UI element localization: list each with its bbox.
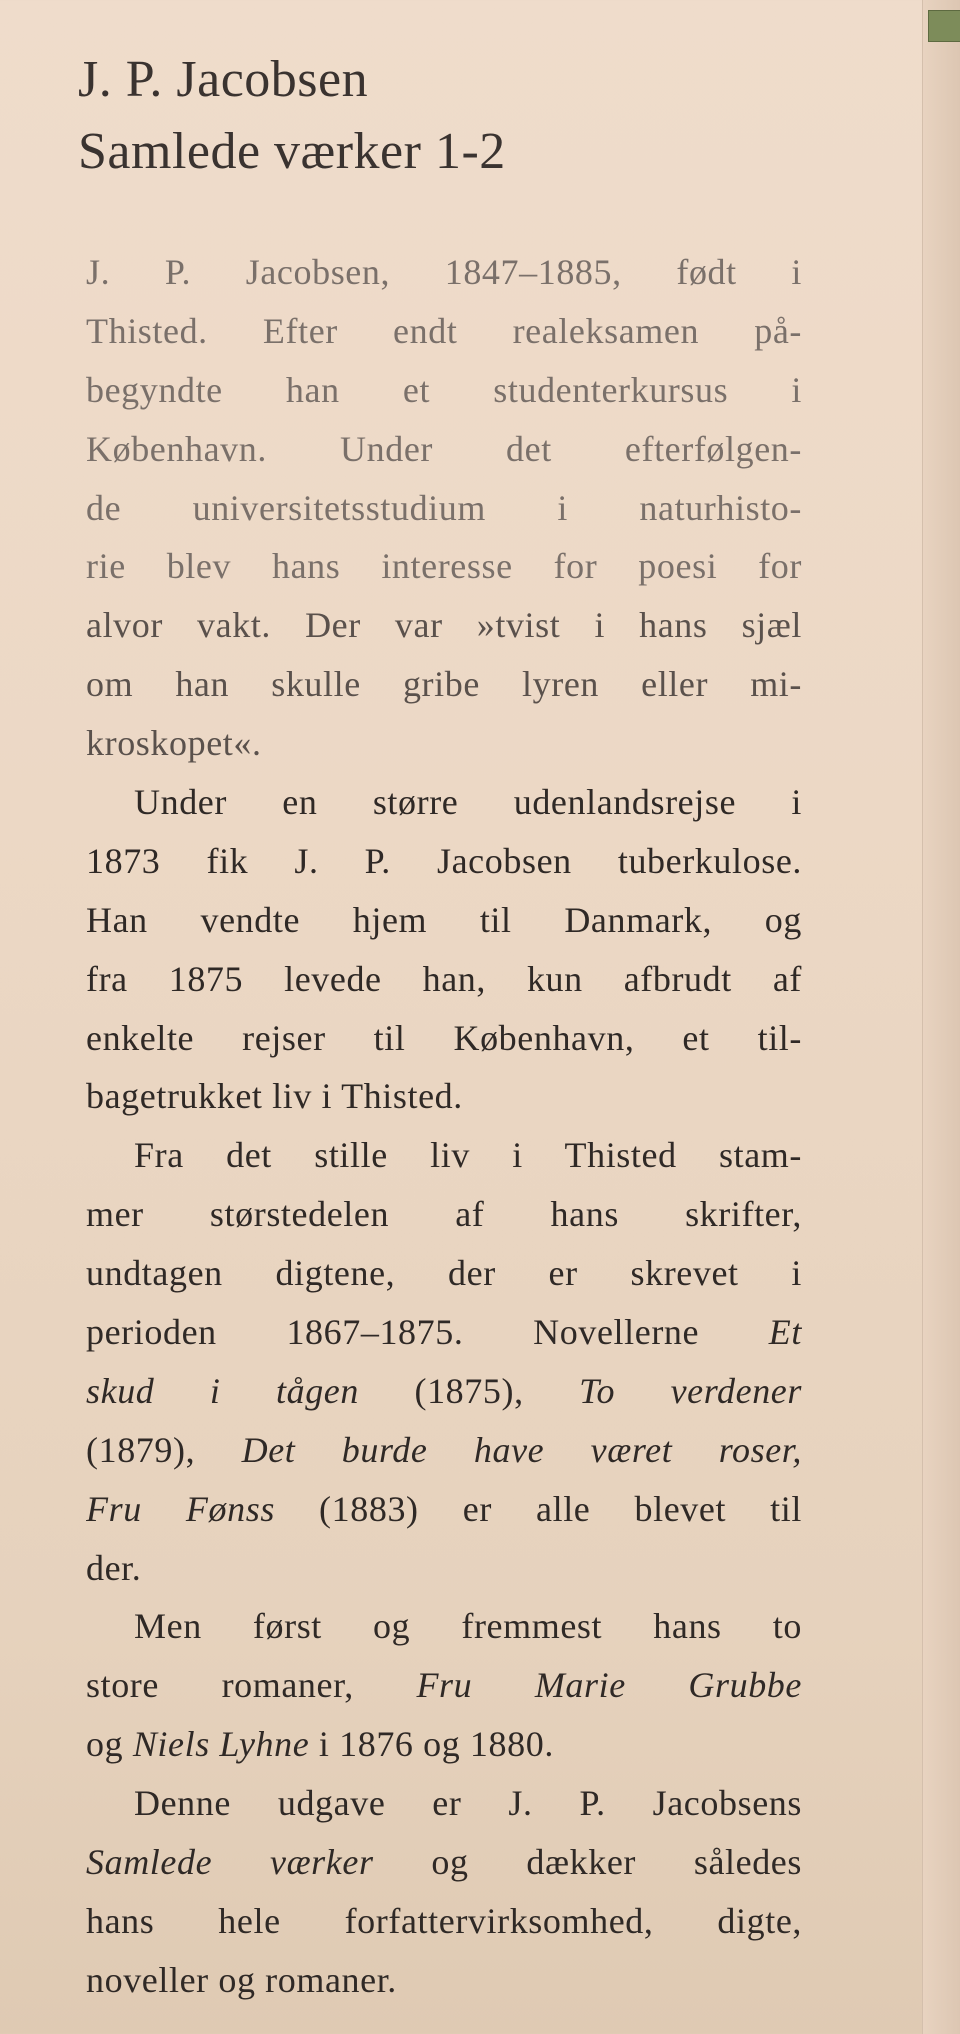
italic-title-text: Et (768, 1312, 802, 1353)
text-segment: bagetrukket liv i Thisted. (86, 1076, 463, 1117)
blurb-text (86, 243, 802, 2010)
collection-title: Samlede værker 1-2 (78, 123, 506, 180)
text-segment: 1873 fik J. P. Jacobsen tuberkulose. (86, 840, 802, 881)
text-line (86, 1421, 802, 1480)
text-line (86, 773, 802, 832)
text-segment: fra 1875 levede han, kun afbrudt af (86, 958, 802, 999)
book-spine-edge (922, 0, 960, 2034)
text-segment: perioden 1867–1875. Novellerne (86, 1312, 769, 1353)
italic-title-text: Det burde have været roser, (241, 1429, 802, 1470)
paragraph (86, 1126, 802, 1597)
text-line (86, 1126, 802, 1185)
italic-title-text: To verdener (579, 1370, 802, 1411)
text-segment: og (86, 1724, 133, 1765)
text-line (86, 714, 802, 773)
italic-title-text: Fru Marie Grubbe (416, 1665, 802, 1706)
text-segment: Han vendte hjem til Danmark, og (86, 899, 802, 940)
text-line (86, 1067, 802, 1126)
italic-title-text: Fru Fønss (86, 1488, 275, 1529)
paragraph (86, 773, 802, 1126)
text-line (86, 891, 802, 950)
text-segment: enkelte rejser til København, et til- (86, 1017, 802, 1058)
text-segment: begyndte han et studenterkursus i (86, 369, 802, 410)
text-segment: København. Under det efterfølgen- (86, 428, 802, 469)
text-line (86, 655, 802, 714)
italic-title-text: Samlede værker (86, 1842, 374, 1883)
text-line (86, 1833, 802, 1892)
text-segment: om han skulle gribe lyren eller mi- (86, 664, 802, 705)
text-line (86, 361, 802, 420)
text-line (86, 596, 802, 655)
text-segment: Under en større udenlandsrejse i (134, 782, 802, 823)
text-segment: mer størstedelen af hans skrifter, (86, 1194, 802, 1235)
text-segment: undtagen digtene, der er skrevet i (86, 1253, 802, 1294)
text-segment: J. P. Jacobsen, 1847–1885, født i (86, 252, 802, 292)
text-segment: Denne udgave er J. P. Jacobsens (134, 1783, 802, 1824)
paragraph (86, 243, 802, 773)
paragraph (86, 1597, 802, 1774)
text-line (86, 537, 802, 596)
text-line (86, 1715, 802, 1774)
italic-title-text: Niels Lyhne (132, 1724, 310, 1765)
text-line (86, 1480, 802, 1539)
text-segment: hans hele forfattervirksomhed, digte, (86, 1900, 802, 1941)
text-line (86, 1009, 802, 1068)
text-line (86, 302, 802, 361)
text-segment: og dækker således (373, 1842, 802, 1883)
author-name: J. P. Jacobsen (78, 51, 369, 108)
text-segment: kroskopet«. (86, 723, 262, 764)
text-segment: Men først og fremmest hans to (134, 1606, 802, 1647)
text-line (86, 1539, 802, 1598)
green-cover-corner (928, 10, 960, 42)
text-line (86, 1774, 802, 1833)
text-line (86, 950, 802, 1009)
text-line (86, 243, 802, 302)
text-line (86, 1303, 802, 1362)
text-segment: Thisted. Efter endt realeksamen på- (86, 310, 802, 351)
text-line (86, 1951, 802, 2010)
text-segment: (1883) er alle blevet til (274, 1488, 802, 1529)
text-segment: der. (86, 1547, 142, 1588)
text-segment: rie blev hans interesse for poesi for (86, 546, 802, 587)
text-segment: noveller og romaner. (86, 1959, 397, 2000)
text-segment: de universitetsstudium i naturhisto- (86, 487, 802, 528)
text-line (86, 420, 802, 479)
text-line (86, 1185, 802, 1244)
text-line (86, 1244, 802, 1303)
text-line (86, 832, 802, 891)
paragraph (86, 1774, 802, 2010)
text-segment: i 1876 og 1880. (309, 1724, 554, 1765)
text-line (86, 1362, 802, 1421)
text-line (86, 1656, 802, 1715)
text-line (86, 479, 802, 538)
text-line (86, 1892, 802, 1951)
text-segment: (1879), (86, 1429, 242, 1470)
text-line (86, 1597, 802, 1656)
book-title (78, 44, 506, 188)
text-segment: Fra det stille liv i Thisted stam- (134, 1135, 802, 1176)
text-segment: (1875), (358, 1370, 580, 1411)
text-segment: store romaner, (86, 1665, 417, 1706)
italic-title-text: skud i tågen (86, 1370, 359, 1411)
text-segment: alvor vakt. Der var »tvist i hans sjæl (86, 605, 802, 646)
